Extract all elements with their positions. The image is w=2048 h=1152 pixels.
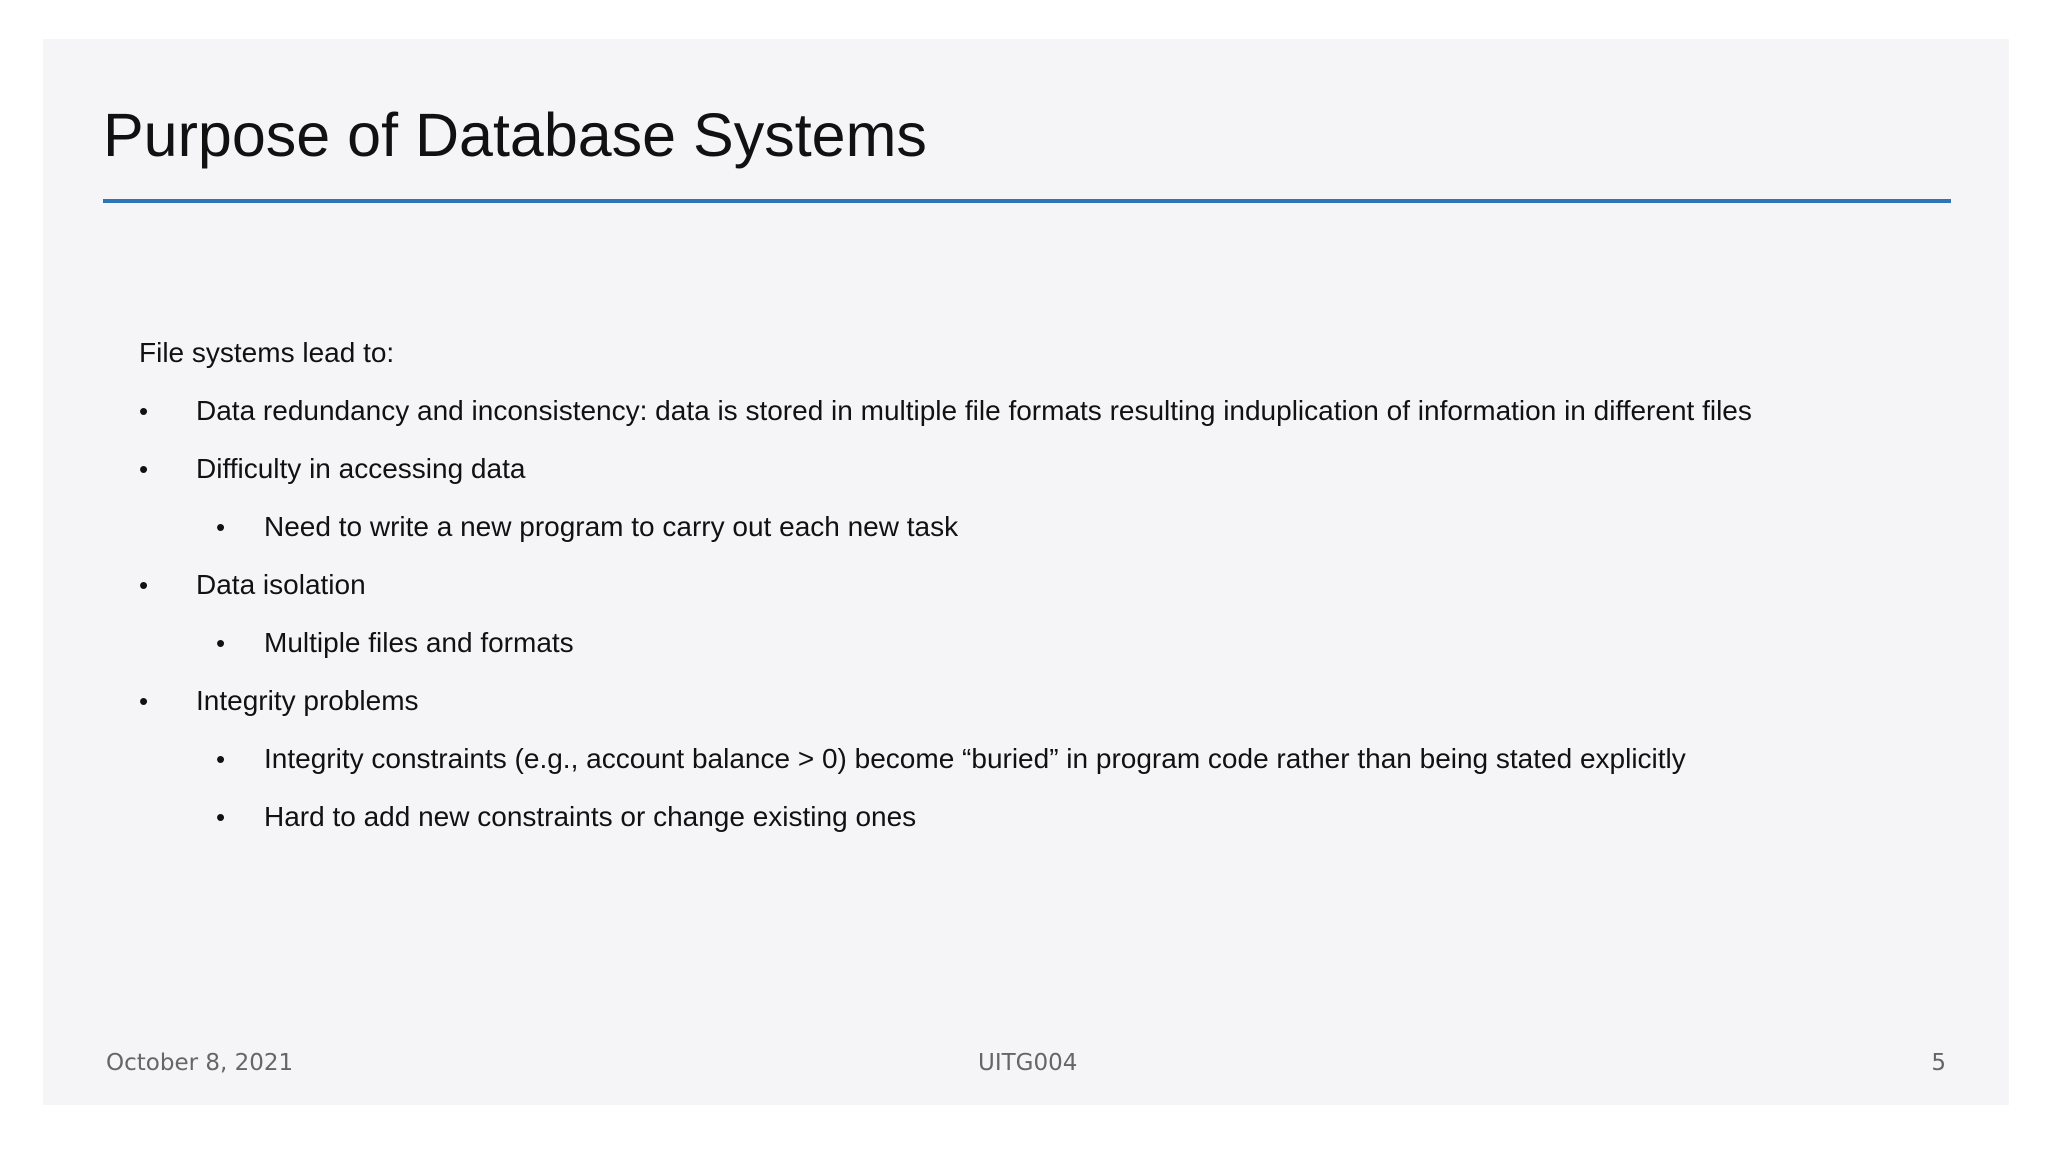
- sub-bullet-item-integrity-constraints: Integrity constraints (e.g., account balance > 0) become “buried” in program code rather than being stated explicitly: [264, 743, 1686, 774]
- sub-bullet-marker: •: [216, 628, 226, 658]
- bullet-marker: •: [139, 686, 149, 716]
- footer-page-number: 5: [1931, 1050, 1946, 1076]
- bullet-item-data-redundancy: Data redundancy and inconsistency: data is stored in multiple file formats resulting induplication of information in different files: [196, 395, 1752, 426]
- sub-bullet-marker: •: [216, 512, 226, 542]
- sub-bullet-marker: •: [216, 802, 226, 832]
- bullet-marker: •: [139, 396, 149, 426]
- sub-bullet-item-new-program: Need to write a new program to carry out each new task: [264, 511, 959, 542]
- slide: [43, 39, 2009, 1105]
- bullet-marker: •: [139, 454, 149, 484]
- sub-bullet-item-multiple-files: Multiple files and formats: [264, 627, 574, 658]
- sub-bullet-item-hard-to-add: Hard to add new constraints or change existing ones: [264, 801, 917, 832]
- intro-text: File systems lead to:: [139, 337, 395, 368]
- bullet-item-integrity-problems: Integrity problems: [196, 685, 419, 716]
- bullet-item-data-isolation: Data isolation: [196, 569, 366, 600]
- sub-bullet-marker: •: [216, 744, 226, 774]
- footer-course-code: UITG004: [978, 1050, 1078, 1076]
- bullet-marker: •: [139, 570, 149, 600]
- bullet-item-difficulty-accessing: Difficulty in accessing data: [196, 453, 526, 484]
- slide-body: [43, 39, 2009, 1105]
- slide-title: Purpose of Database Systems: [103, 101, 927, 169]
- footer-date: October 8, 2021: [106, 1050, 294, 1076]
